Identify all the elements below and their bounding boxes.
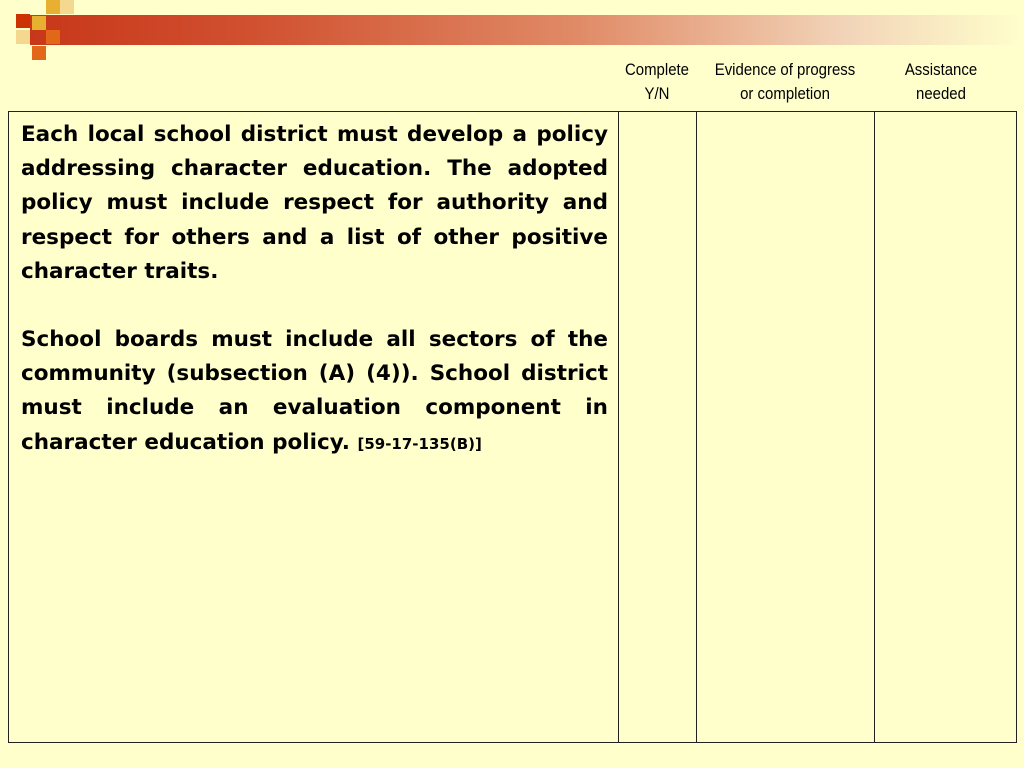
deco-square [16, 14, 30, 28]
statute-citation: [59-17-135(B)] [357, 434, 482, 453]
requirement-cell [9, 112, 619, 743]
deco-square [46, 0, 60, 14]
deco-square [32, 46, 46, 60]
column-header-complete: Complete Y/N [624, 60, 690, 103]
header-gradient-bar [30, 15, 1024, 45]
complete-cell[interactable] [619, 112, 697, 743]
requirement-paragraph-2-text: School boards must include all sectors of the community (subsection (A) (4)). School district must include an evaluation component in character education policy. [21, 327, 608, 455]
deco-square [32, 16, 46, 30]
evidence-cell[interactable] [697, 112, 875, 743]
checklist-table [8, 111, 1017, 743]
column-header-assistance: Assistance needed [904, 60, 978, 103]
deco-square [16, 30, 30, 44]
assistance-cell[interactable] [875, 112, 1017, 743]
requirement-paragraph-1: Each local school district must develop a policy addressing character education. The adopted policy must include respect for authority and respect for others and a list of other positive character traits. [21, 122, 608, 284]
requirement-paragraph-2 [21, 323, 608, 461]
deco-square [46, 30, 60, 44]
table-row [9, 112, 1017, 743]
deco-square [60, 0, 74, 14]
column-header-evidence: Evidence of progress or completion [714, 60, 856, 103]
